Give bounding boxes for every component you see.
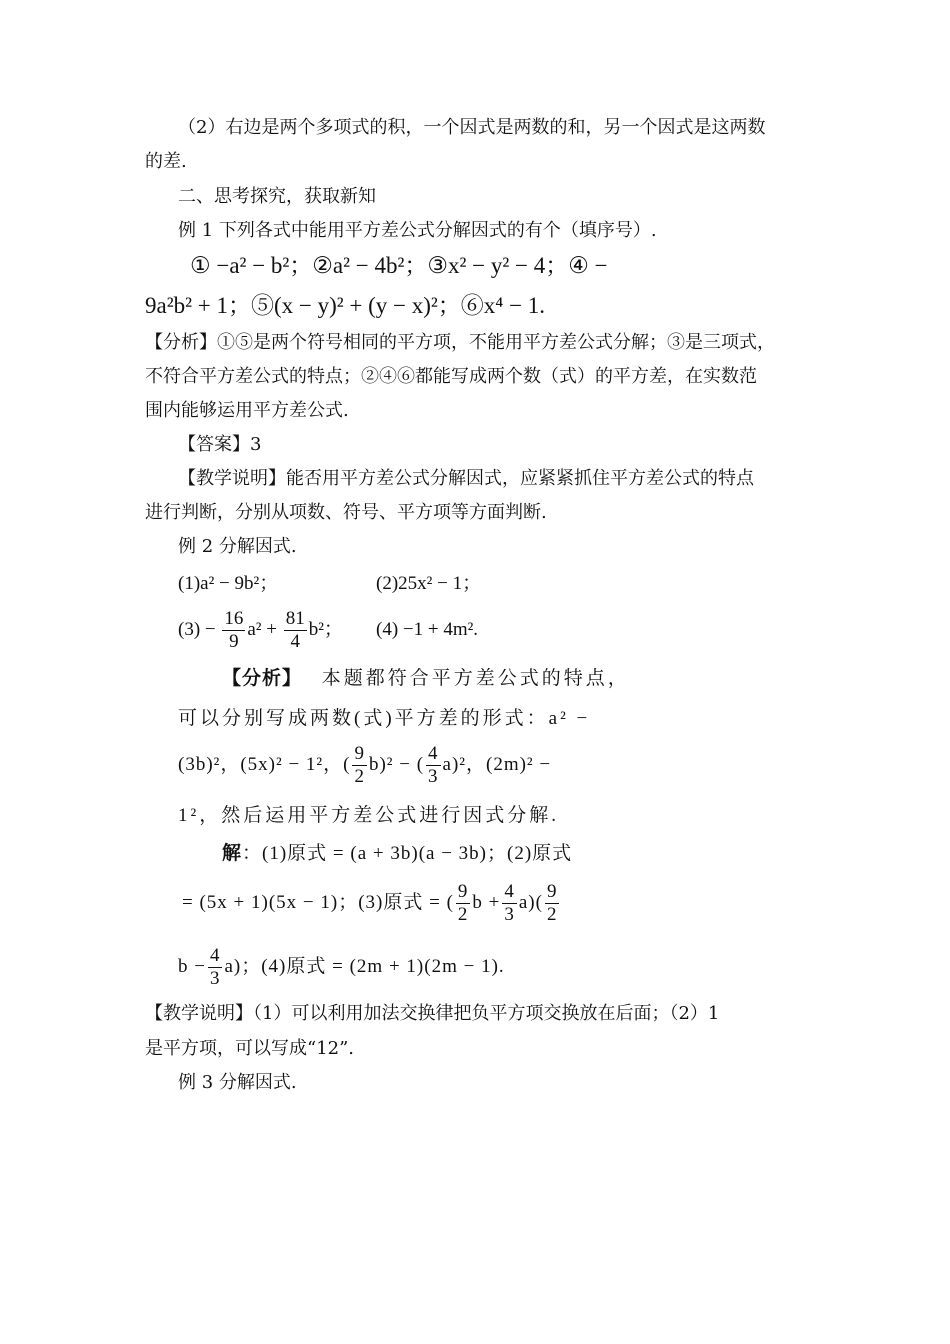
item3-middle: a² + [247, 619, 277, 640]
analysis2-line4: 1²，然后运用平方差公式进行因式分解. [178, 805, 559, 826]
analysis2-line3 [178, 740, 551, 790]
solution-line2 [182, 878, 561, 928]
solution-line2-suffix: a)( [518, 892, 543, 913]
paragraph-p1-line1: （2）右边是两个多项式的积，一个因式是两数的和，另一个因式是这两数 [178, 117, 766, 138]
fraction-4-3 [426, 743, 441, 788]
fraction-16-9 [222, 608, 245, 653]
analysis2-line3-prefix: (3b)²，(5x)² − 1²，( [178, 754, 351, 775]
fraction-denominator: 3 [504, 904, 515, 926]
fraction-4-3 [502, 881, 517, 926]
fraction-numerator: 16 [224, 608, 244, 630]
fraction-numerator: 81 [285, 608, 305, 630]
example1-formula-line1: ① −a² − b²；②a² − 4b²；③x² − y² − 4；④ − [190, 253, 608, 278]
solution-line3-suffix: a)；(4)原式 = (2m + 1)(2m − 1). [224, 956, 505, 977]
fraction-denominator: 2 [546, 904, 558, 926]
solution-label: 解 [222, 843, 243, 864]
solution-line2-middle: b + [472, 892, 501, 913]
analysis2-line3-middle: b)² − ( [368, 754, 425, 775]
analysis2-line3-suffix: a)²，(2m)² − [442, 754, 552, 775]
analysis2-line1 [222, 666, 630, 692]
example1-intro: 例 1 下列各式中能用平方差公式分解因式的有个（填序号）. [178, 220, 657, 241]
analysis1-line3: 围内能够运用平方差公式. [145, 400, 349, 421]
fraction-9-2 [352, 743, 367, 788]
item3-prefix: (3) − [178, 619, 216, 640]
fraction-denominator: 3 [428, 766, 439, 788]
answer1: 【答案】3 [178, 434, 262, 455]
analysis2-line2: 可以分别写成两数(式)平方差的形式：a² − [178, 708, 591, 729]
item3-suffix: b²； [308, 619, 343, 640]
solution-line1-text: ：(1)原式 = (a + 3b)(a − 3b)；(2)原式 [242, 843, 573, 864]
solution-line3-prefix: b − [178, 956, 206, 977]
teaching-note2-line2: 是平方项，可以写成“12”. [145, 1038, 355, 1059]
analysis2-line1-text: 本题都符合平方差公式的特点， [321, 668, 630, 689]
solution-line1 [222, 841, 572, 867]
fraction-denominator: 3 [209, 968, 221, 990]
analysis2-label: 【分析】 [222, 668, 303, 689]
fraction-9-2 [545, 881, 560, 926]
teaching-note1-line1: 【教学说明】能否用平方差公式分解因式，应紧紧抓住平方差公式的特点 [178, 468, 754, 489]
fraction-numerator: 4 [428, 743, 439, 765]
teaching-note1-line2: 进行判断，分别从项数、符号、平方项等方面判断. [145, 502, 547, 523]
fraction-4-3 [208, 945, 223, 990]
solution-line3 [178, 942, 505, 992]
section-heading: 二、思考探究，获取新知 [178, 186, 376, 207]
analysis1-line2: 不符合平方差公式的特点；②④⑥都能写成两个数（式）的平方差，在实数范 [145, 366, 757, 387]
fraction-numerator: 9 [457, 881, 469, 903]
fraction-81-4 [284, 608, 307, 653]
fraction-numerator: 9 [354, 743, 365, 765]
example3-intro: 例 3 分解因式. [178, 1072, 297, 1093]
analysis1-line1: 【分析】①⑤是两个符号相同的平方项，不能用平方差公式分解；③是三项式， [145, 332, 775, 353]
example2-item1: (1)a² − 9b²； [178, 573, 279, 594]
fraction-denominator: 4 [290, 631, 300, 653]
paragraph-p1-line2: 的差. [145, 151, 187, 172]
fraction-numerator: 4 [209, 945, 221, 967]
fraction-denominator: 2 [354, 766, 365, 788]
fraction-9-2 [456, 881, 471, 926]
example2-intro: 例 2 分解因式. [178, 536, 297, 557]
fraction-denominator: 2 [457, 904, 469, 926]
example2-item3 [178, 606, 343, 654]
fraction-numerator: 9 [546, 881, 558, 903]
example2-item2: (2)25x² − 1； [376, 573, 482, 594]
fraction-numerator: 4 [504, 881, 515, 903]
fraction-denominator: 9 [229, 631, 239, 653]
solution-line2-prefix: = (5x + 1)(5x − 1)；(3)原式 = ( [182, 892, 454, 913]
example2-item4: (4) −1 + 4m². [376, 619, 479, 640]
teaching-note2-line1: 【教学说明】（1）可以利用加法交换律把负平方项交换放在后面；（2）1 [145, 1003, 720, 1024]
example1-formula-line2: 9a²b² + 1；⑤(x − y)² + (y − x)²；⑥x⁴ − 1. [145, 293, 546, 318]
